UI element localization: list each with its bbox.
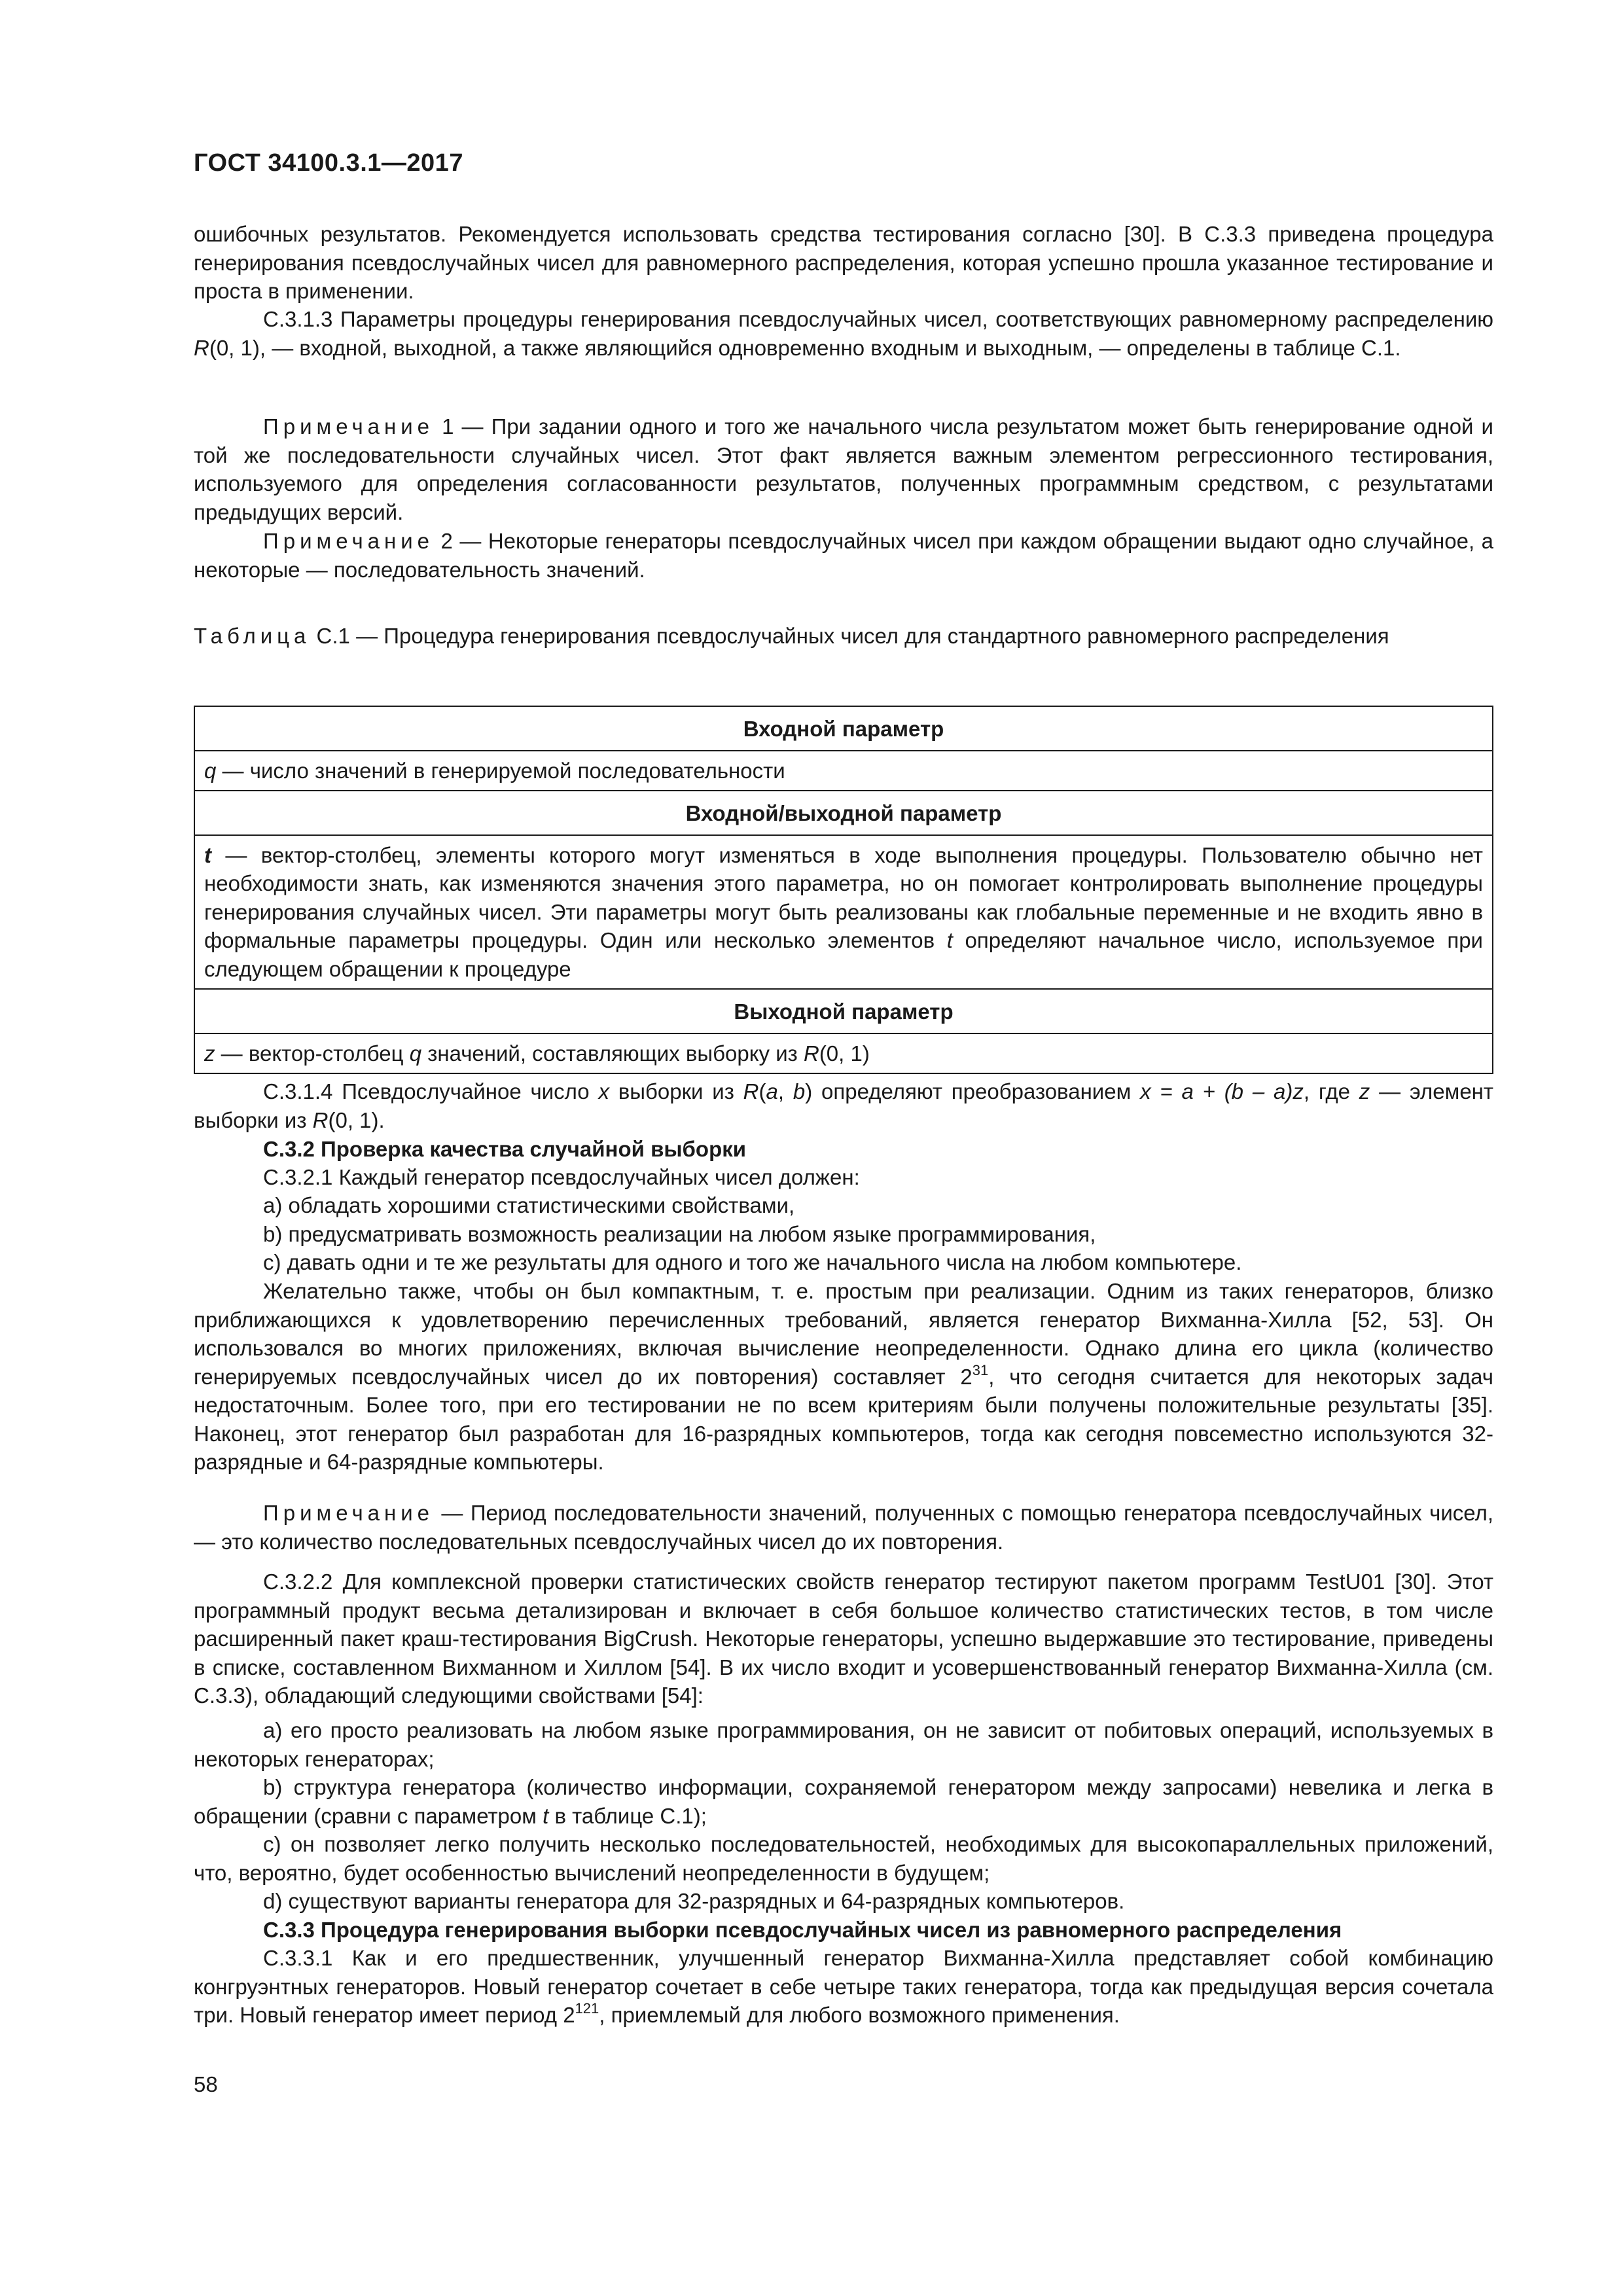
text-run: С.3.1.4 Псевдослучайное число <box>263 1079 599 1103</box>
text-run: Желательно также, чтобы он был компактным, т. е. простым при реализации. Одним из таких генераторов, близко приближающихся к удовлетворению перечисленных требований, является генератор Вихманна-Хилла [52, 53]. Он использовался во многих приложениях, включая вычисление неопределенности. Однако длина его цикла (количество генерируемых псевдослучайных чисел до их повторения) составляет 2 <box>194 1279 1493 1389</box>
table-caption <box>194 622 1493 651</box>
section-c331 <box>194 1944 1493 2030</box>
text-run: — число значений в генерируемой последовательности <box>216 758 785 783</box>
note-period <box>194 1499 1493 1556</box>
table-caption-text: С.1 — Процедура генерирования псевдослучайных чисел для стандартного равномерного распределения <box>310 624 1389 648</box>
exponent: 121 <box>575 2000 599 2017</box>
text-run: выборки из <box>609 1079 743 1103</box>
text-run: ) определяют преобразованием <box>805 1079 1141 1103</box>
text-run: — вектор-столбец, элементы которого могут изменяться в ходе выполнения процедуры. Пользователю обычно нет необходимости знать, как изменяются значения этого параметра, но он помогает контролировать выполнение процедуры генерирования случайных чисел. Эти параметры могут быть реализованы как глобальные переменные и не входить явно в формальные параметры процедуры. Один или несколько элементов <box>204 842 1483 952</box>
list-item: c) давать одни и те же результаты для одного и того же начального числа на любом компьютере. <box>263 1250 1242 1274</box>
text-run: ( <box>758 1079 766 1103</box>
list-item: a) его просто реализовать на любом языке программирования, он не зависит от побитовых операций, используемых в некоторых генераторах; <box>194 1718 1493 1771</box>
list-item: d) существуют варианты генератора для 32-разрядных и 64-разрядных компьютеров. <box>263 1889 1125 1913</box>
document-header: ГОСТ 34100.3.1—2017 <box>194 149 463 177</box>
table-row <box>194 989 1493 1033</box>
formula: x = a + (b – a)z <box>1140 1079 1304 1103</box>
section-c322: С.3.2.2 Для комплексной проверки статистических свойств генератор тестируют пакетом программ TestU01 [30]. Этот программный продукт весьма детализирован и включает в себя большое количество статистических тестов, в том числе расширенный пакет краш-тестирования BigCrush. Некоторые генераторы, успешно выдержавшие это тестирование, приведены в списке, составленном Вихманном и Хиллом [54]. В их число входит и усовершенствованный генератор Вихманна-Хилла (см. С.3.3), обладающий следующими свойствами [54]: <box>194 1570 1493 1708</box>
table-row <box>194 1033 1493 1074</box>
section-c313 <box>194 305 1493 362</box>
math-var: R <box>743 1079 759 1103</box>
math-var: q <box>409 1041 422 1066</box>
math-var: x <box>598 1079 609 1103</box>
intro-paragraph <box>194 220 1493 306</box>
math-var: t <box>204 842 211 867</box>
list-item <box>194 1773 1493 1830</box>
cell-input-parameter <box>194 751 1493 791</box>
math-var: z <box>1359 1079 1370 1103</box>
text-run: значений, составляющих выборку из <box>421 1041 804 1066</box>
math-var: t <box>543 1803 549 1828</box>
list-item: c) он позволяет легко получить несколько последовательностей, необходимых для высокопараллельных приложений, что, вероятно, будет особенностью вычислений неопределенности в будущем; <box>194 1832 1493 1885</box>
math-var: t <box>946 928 953 952</box>
text-run: , где <box>1303 1079 1359 1103</box>
exponent: 31 <box>972 1361 989 1378</box>
math-var: R <box>803 1041 819 1066</box>
math-var: q <box>204 758 217 783</box>
page-number: 58 <box>194 2072 218 2096</box>
text-run: — вектор-столбец <box>215 1041 410 1066</box>
cell-output-parameter <box>194 1033 1493 1074</box>
text-run: (0, 1) <box>819 1041 870 1066</box>
math-var: z <box>204 1041 215 1066</box>
note-label: Примечание <box>263 1501 435 1525</box>
header-output-parameter: Выходной параметр <box>194 989 1493 1033</box>
text-run: в таблице С.1); <box>548 1803 707 1828</box>
section-c321: С.3.2.1 Каждый генератор псевдослучайных чисел должен: <box>263 1165 860 1189</box>
section-c33-title: С.3.3 Процедура генерирования выборки псевдослучайных чисел из равномерного распределения <box>263 1918 1342 1942</box>
text-run: (0, 1). <box>328 1107 385 1132</box>
note-text: — Период последовательности значений, полученных с помощью генератора псевдослучайных чисел, — это количество последовательных псевдослучайных чисел до их повторения. <box>194 1501 1493 1554</box>
parameters-table <box>194 706 1493 1074</box>
text-run: b) структура генератора (количество информации, сохраняемой генератором между запросами) невелика и легка в обращении (сравни с параметром <box>194 1775 1493 1828</box>
math-var: b <box>793 1079 806 1103</box>
text-run: С.3.3.1 Как и его предшественник, улучшенный генератор Вихманна-Хилла представляет собой комбинацию конгруэнтных генераторов. Новый генератор сочетает в себе четыре таких генератора, тогда как предыдущая версия сочетала три. Новый генератор имеет период 2 <box>194 1946 1493 2027</box>
section-c314 <box>194 1077 1493 1134</box>
note-text: 2 — Некоторые генераторы псевдослучайных чисел при каждом обращении выдают одно случайное, а некоторые — последовательность значений. <box>194 529 1493 582</box>
text-run: — элемент выборки из <box>194 1079 1494 1132</box>
intro-text: ошибочных результатов. Рекомендуется использовать средства тестирования согласно [30]. В С.3.3 приведена процедура генерирования псевдослучайных чисел для равномерного распределения, которая успешно прошла указанное тестирование и проста в применении. <box>194 222 1493 303</box>
section-c32-paragraph <box>194 1277 1493 1477</box>
text-run: , что сегодня считается для некоторых задач недостаточным. Более того, при его тестировании не по всем критериям были получены положительные результаты [35]. Наконец, этот генератор был разработан для 16-разрядных компьютеров, тогда как сегодня повсеместно используются 32-разрядные и 64-разрядные компьютеры. <box>194 1364 1493 1474</box>
note-label: Примечание <box>263 529 435 553</box>
header-input-parameter: Входной параметр <box>194 706 1493 751</box>
text-run: , приемлемый для любого возможного применения. <box>599 2003 1120 2027</box>
text-run: С.3.1.3 Параметры процедуры генерирования псевдослучайных чисел, соответствующих равномерному распределению <box>263 307 1493 331</box>
table-row <box>194 751 1493 791</box>
cell-inout-parameter <box>194 835 1493 990</box>
note-2 <box>194 527 1493 584</box>
note-1 <box>194 412 1493 526</box>
section-c32-title: С.3.2 Проверка качества случайной выборки <box>263 1137 747 1161</box>
list-item: b) предусматривать возможность реализации на любом языке программирования, <box>263 1222 1096 1246</box>
note-text: 1 — При задании одного и того же начального числа результатом может быть генерирование одной и той же последовательности случайных чисел. Этот факт является важным элементом регрессионного тестирования, используемого для определения согласованности результатов, полученных программным средством, с результатами предыдущих версий. <box>194 414 1493 524</box>
table-caption-label: Таблица <box>194 624 311 648</box>
note-label: Примечание <box>263 414 435 439</box>
table-row <box>194 706 1493 751</box>
math-var: R <box>312 1107 329 1132</box>
math-var: a <box>766 1079 778 1103</box>
math-var: R <box>194 335 209 360</box>
list-item: a) обладать хорошими статистическими свойствами, <box>263 1193 795 1217</box>
text-run: , <box>777 1079 793 1103</box>
table-row <box>194 835 1493 990</box>
header-inout-parameter: Входной/выходной параметр <box>194 791 1493 835</box>
table-row <box>194 791 1493 835</box>
text-run: определяют начальное число, используемое при следующем обращении к процедуре <box>204 928 1483 981</box>
text-run: (0, 1), — входной, выходной, а также являющийся одновременно входным и выходным, — определены в таблице С.1. <box>209 335 1401 360</box>
